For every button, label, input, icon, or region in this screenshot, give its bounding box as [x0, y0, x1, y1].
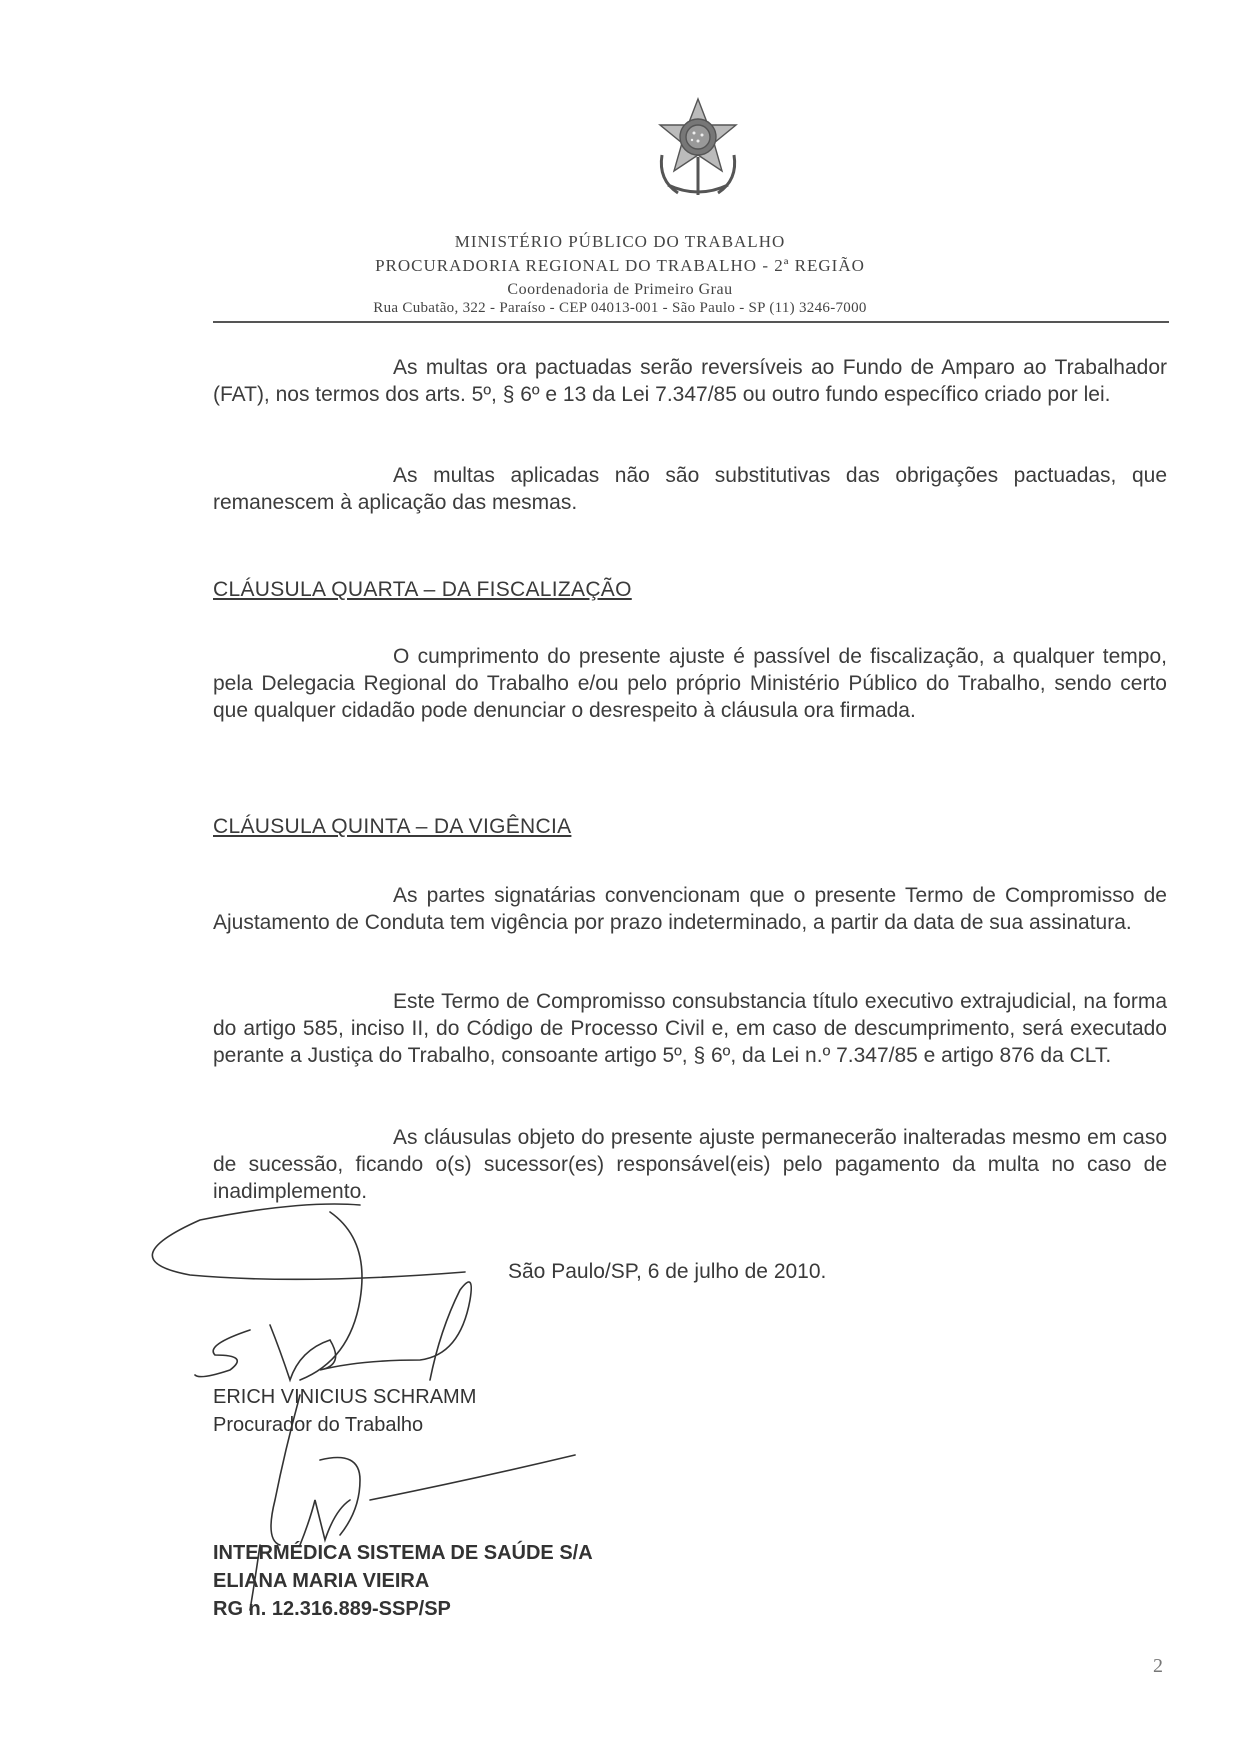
- heading-clausula-quinta: CLÁUSULA QUINTA – DA VIGÊNCIA: [213, 815, 572, 838]
- letterhead-ministry: MINISTÉRIO PÚBLICO DO TRABALHO: [454, 232, 786, 251]
- paragraph-sucessao: As cláusulas objeto do presente ajuste permanecerão inalteradas mesmo em caso de sucessão, ficando o(s) sucessor(es) responsável(eis) pelo pagamento da multa no caso de inadimplemento.: [213, 1126, 1167, 1203]
- paragraph-titulo-executivo: Este Termo de Compromisso consubstancia título executivo extrajudicial, na forma do artigo 585, inciso II, do Código de Processo Civil e, em caso de descumprimento, será executado perante a Justiça do Trabalho, consoante artigo 5º, § 6º, da Lei n.º 7.347/85 e artigo 876 da CLT.: [213, 990, 1167, 1067]
- letterhead-coordenadoria: Coordenadoria de Primeiro Grau: [507, 281, 733, 298]
- signatory-company: INTERMÉDICA SISTEMA DE SAÚDE S/A: [213, 1542, 593, 1564]
- letterhead-divider: [213, 321, 1169, 323]
- brazil-coat-of-arms-icon: [648, 95, 748, 205]
- signatory-name-1: ERICH VINICIUS SCHRAMM: [213, 1386, 477, 1408]
- signature-1-main: [195, 1282, 471, 1380]
- letterhead-procuradoria: PROCURADORIA REGIONAL DO TRABALHO - 2ª REGIÃO: [375, 256, 865, 275]
- letterhead-address: Rua Cubatão, 322 - Paraíso - CEP 04013-001 - São Paulo - SP (11) 3246-7000: [373, 300, 867, 316]
- signature-1-loop: [152, 1204, 465, 1279]
- page-number: 2: [1153, 1655, 1163, 1677]
- paragraph-vigencia: As partes signatárias convencionam que o presente Termo de Compromisso de Ajustamento de Conduta tem vigência por prazo indeterminado, a partir da data de sua assinatura.: [213, 884, 1167, 934]
- signatory-role-1: Procurador do Trabalho: [213, 1414, 424, 1436]
- signatory-id-2: RG n. 12.316.889-SSP/SP: [213, 1598, 451, 1620]
- dateline: São Paulo/SP, 6 de julho de 2010.: [508, 1260, 827, 1283]
- paragraph-multas-substitutivas: As multas aplicadas não são substitutivas das obrigações pactuadas, que remanescem à aplicação das mesmas.: [213, 464, 1167, 514]
- heading-clausula-quarta: CLÁUSULA QUARTA – DA FISCALIZAÇÃO: [213, 578, 632, 601]
- signature-1-stroke: [300, 1212, 362, 1380]
- paragraph-multas-fat: As multas ora pactuadas serão reversíveis ao Fundo de Amparo ao Trabalhador (FAT), nos termos dos arts. 5º, § 6º e 13 da Lei 7.347/85 ou outro fundo específico criado por lei.: [213, 356, 1167, 406]
- paragraph-fiscalizacao: O cumprimento do presente ajuste é passível de fiscalização, a qualquer tempo, pela Delegacia Regional do Trabalho e/ou pelo próprio Ministério Público do Trabalho, sendo certo que qualquer cidadão pode denunciar o desrespeito à cláusula ora firmada.: [213, 645, 1167, 722]
- signatory-name-2: ELIANA MARIA VIEIRA: [213, 1570, 430, 1592]
